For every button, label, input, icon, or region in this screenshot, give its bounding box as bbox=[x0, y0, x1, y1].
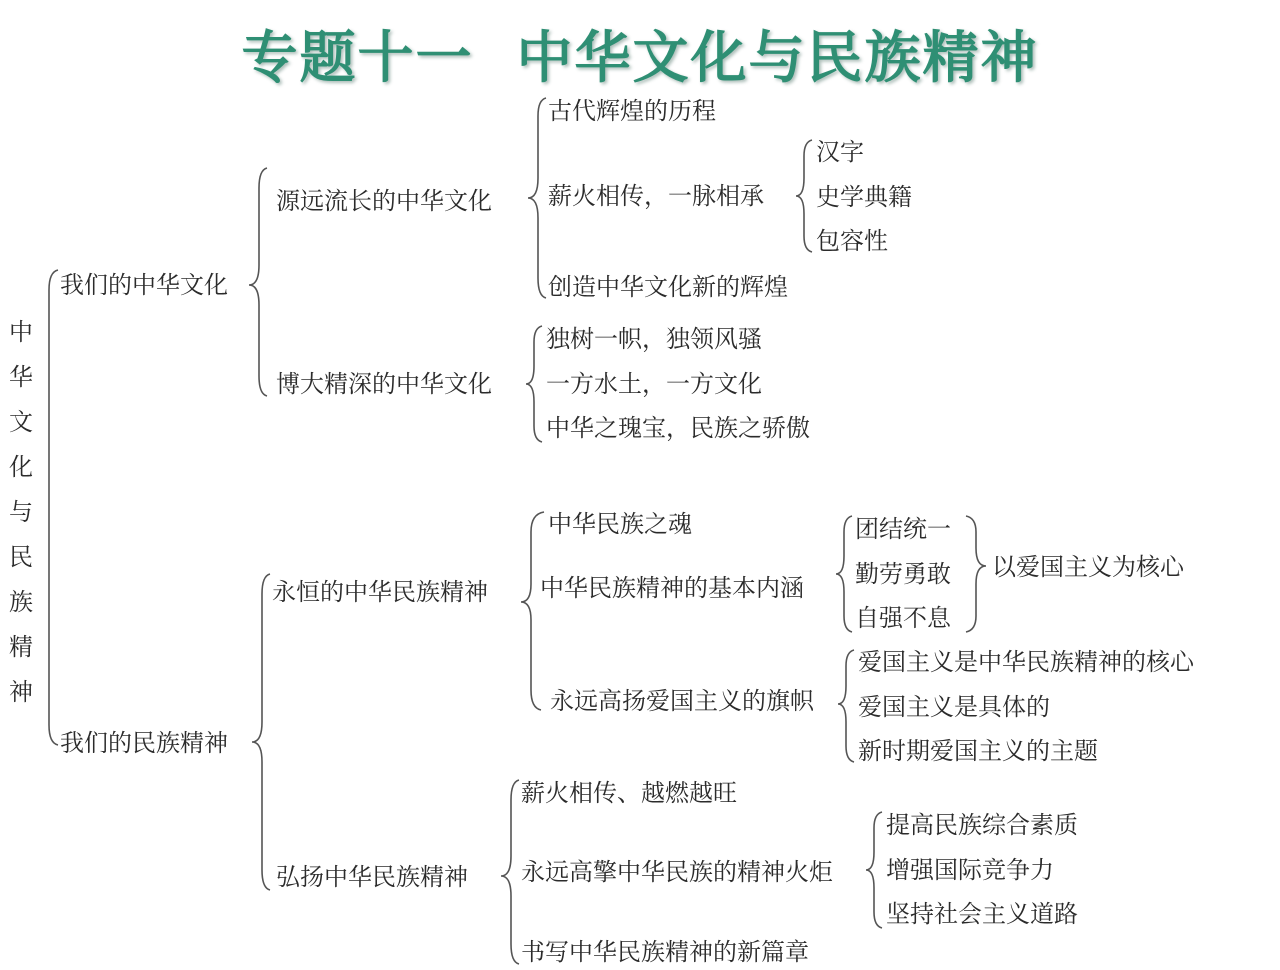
page-title: 专题十一 中华文化与民族精神 bbox=[241, 26, 1039, 91]
carry-item-2: 永远高擎中华民族的精神火炬 bbox=[521, 858, 833, 886]
bracket-origin-sub bbox=[796, 140, 812, 252]
bracket-eternal bbox=[521, 512, 544, 710]
bracket-spirit bbox=[252, 574, 270, 890]
depth-item-3: 中华之瑰宝，民族之骄傲 bbox=[546, 414, 810, 442]
bracket-patriotism bbox=[838, 650, 854, 762]
l2-depth: 博大精深的中华文化 bbox=[276, 370, 492, 398]
bracket-core bbox=[966, 516, 986, 632]
l2-carry: 弘扬中华民族精神 bbox=[276, 863, 468, 891]
l2-origin: 源远流长的中华文化 bbox=[276, 187, 492, 215]
carry-item-3: 书写中华民族精神的新篇章 bbox=[521, 938, 809, 966]
depth-item-2: 一方水土，一方文化 bbox=[546, 370, 762, 398]
content-item-3: 自强不息 bbox=[855, 604, 951, 632]
l2-eternal: 永恒的中华民族精神 bbox=[272, 578, 488, 606]
carry-sub-1: 提高民族综合素质 bbox=[886, 811, 1078, 839]
carry-sub-3: 坚持社会主义道路 bbox=[886, 900, 1078, 928]
patriotism-item-2: 爱国主义是具体的 bbox=[858, 693, 1050, 721]
l1-spirit: 我们的民族精神 bbox=[60, 729, 228, 757]
origin-item-2: 薪火相传，一脉相承 bbox=[548, 182, 764, 210]
content-item-2: 勤劳勇敢 bbox=[855, 560, 951, 588]
origin-sub-2: 史学典籍 bbox=[816, 183, 912, 211]
bracket-carry-sub bbox=[866, 812, 882, 928]
origin-item-3: 创造中华文化新的辉煌 bbox=[548, 273, 788, 301]
l1-culture: 我们的中华文化 bbox=[60, 271, 228, 299]
root-label: 中华文化与民族精神 bbox=[9, 318, 33, 706]
core-label: 以爱国主义为核心 bbox=[992, 553, 1184, 581]
bracket-origin bbox=[528, 98, 546, 298]
content-item-1: 团结统一 bbox=[855, 515, 951, 543]
eternal-item-1: 中华民族之魂 bbox=[548, 510, 692, 538]
carry-sub-2: 增强国际竞争力 bbox=[886, 856, 1054, 884]
carry-item-1: 薪火相传、越燃越旺 bbox=[521, 779, 737, 807]
patriotism-item-3: 新时期爱国主义的主题 bbox=[858, 737, 1098, 765]
bracket-depth bbox=[526, 326, 542, 442]
bracket-carry bbox=[501, 780, 519, 964]
bracket-content bbox=[836, 516, 852, 632]
origin-sub-3: 包容性 bbox=[816, 227, 888, 255]
depth-item-1: 独树一帜，独领风骚 bbox=[546, 325, 762, 353]
origin-sub-1: 汉字 bbox=[816, 138, 864, 166]
origin-item-1: 古代辉煌的历程 bbox=[548, 97, 716, 125]
bracket-culture bbox=[249, 168, 267, 396]
eternal-item-2: 中华民族精神的基本内涵 bbox=[540, 574, 804, 602]
eternal-item-3: 永远高扬爱国主义的旗帜 bbox=[550, 687, 814, 715]
patriotism-item-1: 爱国主义是中华民族精神的核心 bbox=[858, 648, 1194, 676]
bracket-root bbox=[49, 270, 58, 745]
